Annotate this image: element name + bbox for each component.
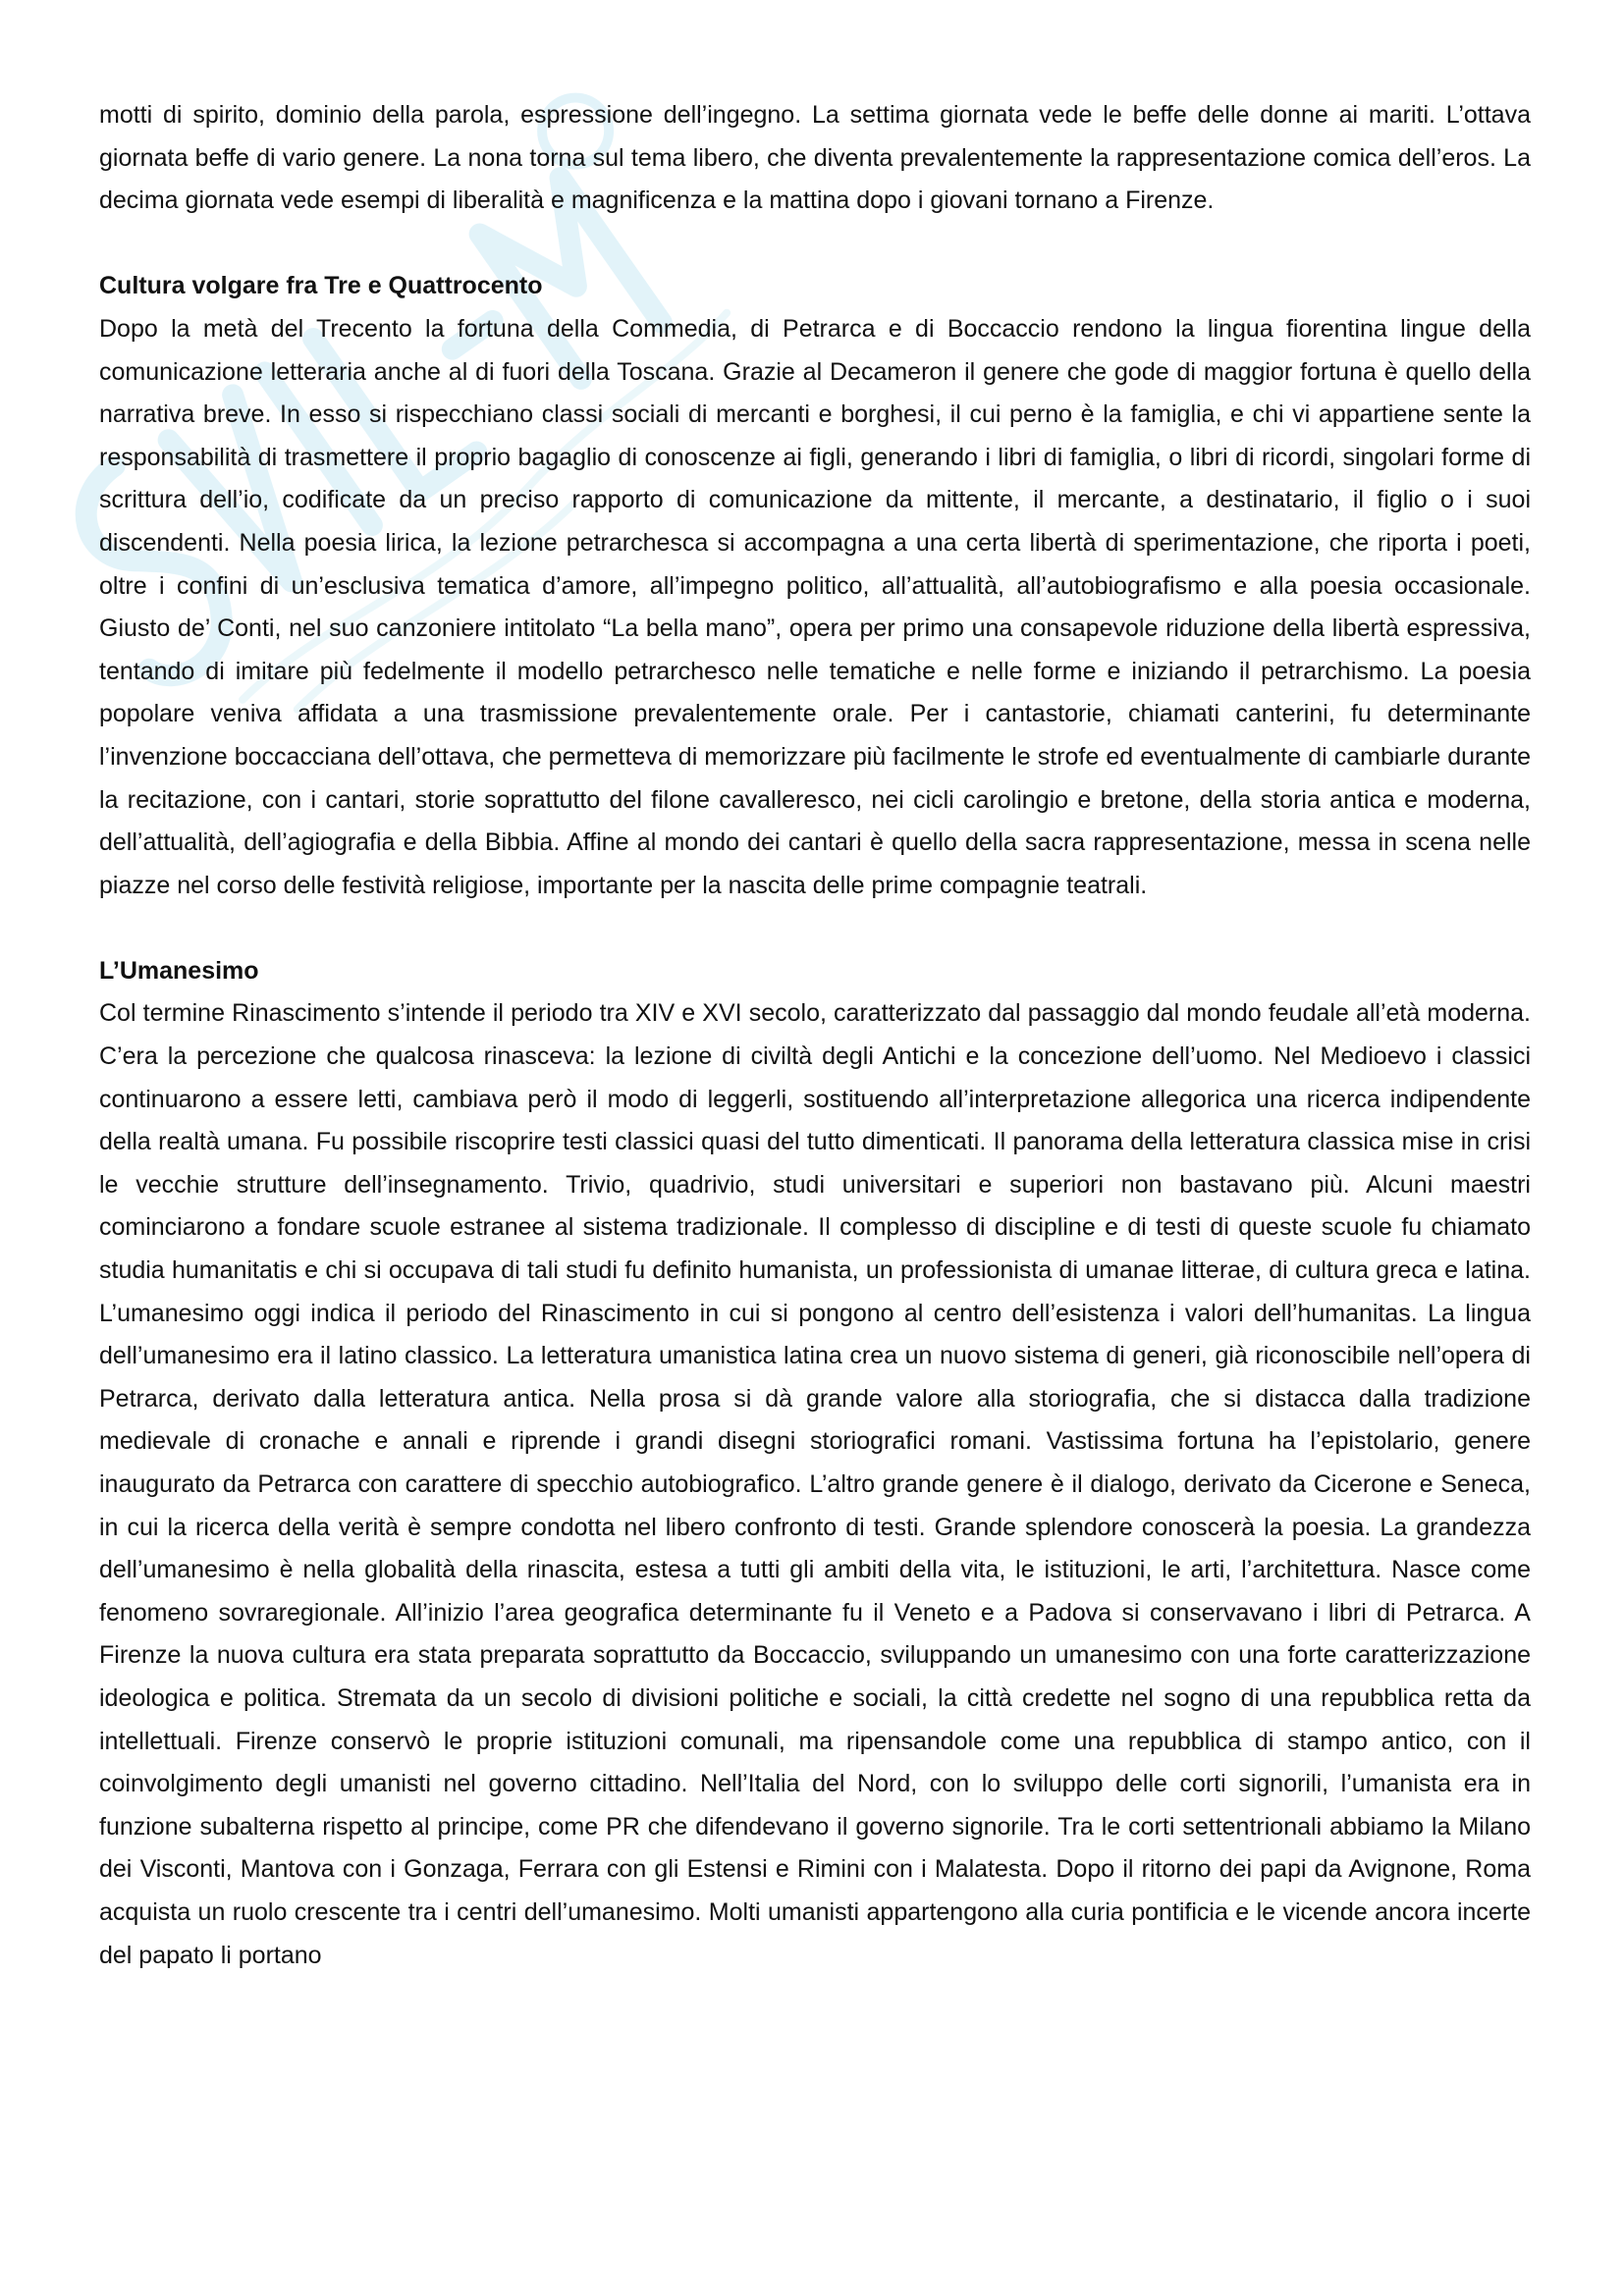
paragraph-cultura-volgare: Dopo la metà del Trecento la fortuna della Commedia, di Petrarca e di Boccaccio rendono la lingua fiorentina lingue della comunicazione letteraria anche al di fuori della Toscana. Grazie al Decameron il genere che gode di maggior fortuna è quello della narrativa breve. In esso si rispecchiano classi sociali di mercanti e borghesi, il cui perno è la famiglia, e chi vi appartiene sente la responsabilità di trasmettere il proprio bagaglio di conoscenze ai figli, generando i libri di famiglia, o libri di ricordi, singolari forme di scrittura dell’io, codificate da un preciso rapporto di comunicazione da mittente, il mercante, a destinatario, il figlio o i suoi discendenti. Nella poesia lirica, la lezione petrarchesca si accompagna a una certa libertà di sperimentazione, che riporta i poeti, oltre i confini di un’esclusiva tematica d’amore, all’impegno politico, all’attualità, all’autobiografismo e alla poesia occasionale. Giusto de’ Conti, nel suo canzoniere intitolato “La bella mano”, opera per primo una consapevole riduzione della libertà espressiva, tentando di imitare più fedelmente il modello petrarchesco nelle tematiche e nelle forme e iniziando il petrarchismo. La poesia popolare veniva affidata a una trasmissione prevalentemente orale. Per i cantastorie, chiamati canterini, fu determinante l’invenzione boccacciana dell’ottava, che permetteva di memorizzare più facilmente le strofe ed eventualmente di cambiarle durante la recitazione, con i cantari, storie soprattutto del filone cavalleresco, nei cicli carolingio e bretone, della storia antica e moderna, dell’attualità, dell’agiografia e della Bibbia. Affine al mondo dei cantari è quello della sacra rappresentazione, messa in scena nelle piazze nel corso delle festività religiose, importante per la nascita delle prime compagnie teatrali.: [99, 314, 1531, 899]
heading-umanesimo: L’Umanesimo: [99, 956, 259, 985]
paragraph-intro: motti di spirito, dominio della parola, espressione dell’ingegno. La settima giornata vede le beffe delle donne ai mariti. L’ottava giornata beffe di vario genere. La nona torna sul tema libero, che diventa prevalentemente la rappresentazione comica dell’eros. La decima giornata vede esempi di liberalità e magnificenza e la mattina dopo i giovani tornano a Firenze.: [99, 101, 1531, 215]
heading-cultura-volgare: Cultura volgare fra Tre e Quattrocento: [99, 272, 543, 300]
paragraph-umanesimo: Col termine Rinascimento s’intende il periodo tra XIV e XVI secolo, caratterizzato dal passaggio dal mondo feudale all’età moderna. C’era la percezione che qualcosa rinasceva: la lezione di civiltà degli Antichi e la concezione dell’uomo. Nel Medioevo i classici continuarono a essere letti, cambiava però il modo di leggerli, sostituendo all’interpretazione allegorica una ricerca indipendente della realtà umana. Fu possibile riscoprire testi classici quasi del tutto dimenticati. Il panorama della letteratura classica mise in crisi le vecchie strutture dell’insegnamento. Trivio, quadrivio, studi universitari e superiori non bastavano più. Alcuni maestri cominciarono a fondare scuole estranee al sistema tradizionale. Il complesso di discipline e di testi di queste scuole fu chiamato studia humanitatis e chi si occupava di tali studi fu definito humanista, un professionista di umanae litterae, di cultura greca e latina. L’umanesimo oggi indica il periodo del Rinascimento in cui si pongono al centro dell’esistenza i valori dell’humanitas. La lingua dell’umanesimo era il latino classico. La letteratura umanistica latina crea un nuovo sistema di generi, già riconoscibile nell’opera di Petrarca, derivato dalla letteratura antica. Nella prosa si dà grande valore alla storiografia, che si distacca dalla tradizione medievale di cronache e annali e riprende i grandi disegni storiografici romani. Vastissima fortuna ha l’epistolario, genere inaugurato da Petrarca con carattere di specchio autobiografico. L’altro grande genere è il dialogo, derivato da Cicerone e Seneca, in cui la ricerca della verità è sempre condotta nel libero confronto di testi. Grande splendore conoscerà la poesia. La grandezza dell’umanesimo è nella globalità della rinascita, estesa a tutti gli ambiti della vita, le istituzioni, le arti, l’architettura. Nasce come fenomeno sovraregionale. All’inizio l’area geografica determinante fu il Veneto e a Padova si conservavano i libri di Petrarca. A Firenze la nuova cultura era stata preparata soprattutto da Boccaccio, sviluppando un umanesimo con una forte caratterizzazione ideologica e politica. Stremata da un secolo di divisioni politiche e sociali, la città credette nel sogno di una repubblica retta da intellettuali. Firenze conservò le proprie istituzioni comunali, ma ripensandole come una repubblica di stampo antico, con il coinvolgimento degli umanisti nel governo cittadino. Nell’Italia del Nord, con lo sviluppo delle corti signorili, l’umanista era in funzione subalterna rispetto al principe, come PR che difendevano il governo signorile. Tra le corti settentrionali abbiamo la Milano dei Visconti, Mantova con i Gonzaga, Ferrara con gli Estensi e Rimini con i Malatesta. Dopo il ritorno dei papi da Avignone, Roma acquista un ruolo crescente tra i centri dell’umanesimo. Molti umanisti appartengono alla curia pontificia e le vicende ancora incerte del papato li portano: [99, 999, 1531, 1969]
document-body: [99, 94, 1531, 1977]
